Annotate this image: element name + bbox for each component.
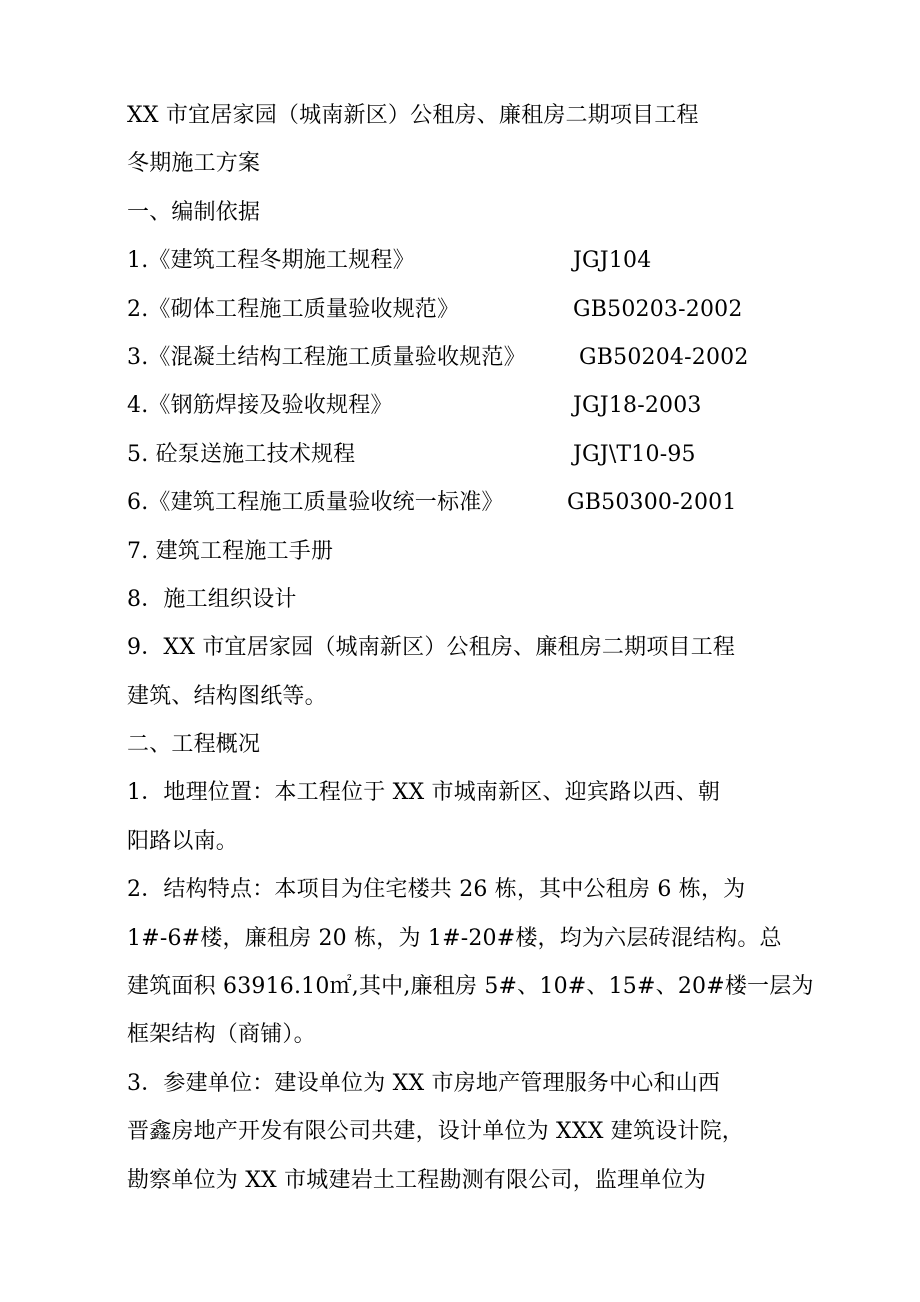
reference-code: JGJ\T10-95 <box>573 441 696 467</box>
reference-code: JGJ104 <box>573 248 652 274</box>
participants-paragraph-line-1: 3．参建单位：建设单位为 XX 市房地产管理服务中心和山西 <box>127 1070 721 1096</box>
reference-code: GB50203-2002 <box>573 296 743 322</box>
reference-title: 2.《砌体工程施工质量验收规范》 <box>127 296 460 322</box>
participants-paragraph-line-3: 勘察单位为 XX 市城建岩土工程勘测有限公司，监理单位为 <box>127 1167 706 1193</box>
reference-title: 4.《钢筋焊接及验收规程》 <box>127 393 393 419</box>
document-body <box>127 92 814 1205</box>
reference-title: 3.《混凝土结构工程施工质量验收规范》 <box>127 344 526 370</box>
reference-item-6 <box>127 479 807 527</box>
location-paragraph-line-2: 阳路以南。 <box>127 828 239 854</box>
location-paragraph-line-1: 1．地理位置：本工程位于 XX 市城南新区、迎宾路以西、朝 <box>127 780 721 806</box>
reference-item-7: 7. 建筑工程施工手册 <box>127 538 334 564</box>
reference-title: 6.《建筑工程施工质量验收统一标准》 <box>127 490 504 516</box>
participants-paragraph-line-2: 晋鑫房地产开发有限公司共建，设计单位为 XXX 建筑设计院， <box>127 1119 744 1145</box>
structure-paragraph-line-3: 建筑面积 63916.10㎡,其中,廉租房 5#、10#、15#、20#楼一层为 <box>127 974 814 1000</box>
structure-paragraph-line-2: 1#-6#楼，廉租房 20 栋，为 1#-20#楼，均为六层砖混结构。总 <box>127 925 782 951</box>
reference-item-5 <box>127 431 807 479</box>
reference-item-8: 8．施工组织设计 <box>127 586 297 612</box>
reference-code: JGJ18-2003 <box>573 393 702 419</box>
reference-title: 1.《建筑工程冬期施工规程》 <box>127 248 415 274</box>
title-line-2: 冬期施工方案 <box>127 151 261 177</box>
title-line-1: XX 市宜居家园（城南新区）公租房、廉租房二期项目工程 <box>127 103 699 128</box>
reference-item-3 <box>127 334 807 382</box>
reference-item-2 <box>127 286 807 334</box>
structure-paragraph-line-1: 2．结构特点：本项目为住宅楼共 26 栋，其中公租房 6 栋，为 <box>127 877 746 903</box>
section-1-heading: 一、编制依据 <box>127 199 261 225</box>
reference-item-4 <box>127 382 807 430</box>
reference-title: 5. 砼泵送施工技术规程 <box>127 441 356 467</box>
reference-code: GB50300-2001 <box>567 490 737 516</box>
reference-item-9-line-2: 建筑、结构图纸等。 <box>127 683 327 709</box>
structure-paragraph-line-4: 框架结构（商铺）。 <box>127 1022 316 1048</box>
reference-code: GB50204-2002 <box>579 344 749 370</box>
reference-item-9-line-1: 9．XX 市宜居家园（城南新区）公租房、廉租房二期项目工程 <box>127 635 736 661</box>
reference-item-1 <box>127 237 807 285</box>
section-2-heading: 二、工程概况 <box>127 732 261 758</box>
